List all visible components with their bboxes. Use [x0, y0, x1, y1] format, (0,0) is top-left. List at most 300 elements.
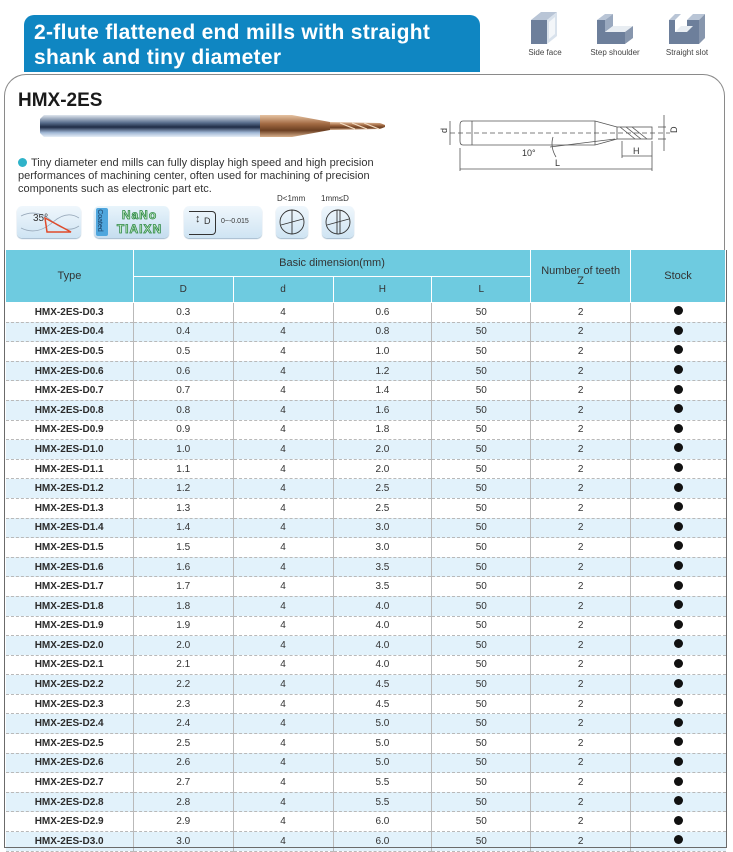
cell-d: 4: [233, 420, 333, 440]
cell-D: 0.5: [133, 342, 233, 362]
header-H: H: [333, 277, 432, 303]
coating-badge: [94, 206, 169, 238]
coating-name-line1: NaNo: [121, 208, 158, 222]
cell-Z: 2: [531, 734, 631, 754]
cell-H: 4.5: [333, 675, 432, 695]
in-stock-icon: [674, 796, 683, 805]
small-diameter-badge: [276, 206, 308, 238]
cell-type: HMX-2ES-D0.6: [6, 361, 134, 381]
coating-name-line2: TIAIXN: [116, 222, 163, 236]
cell-H: 6.0: [333, 832, 432, 852]
large-diameter-caption: 1mm≤D: [321, 194, 349, 203]
cell-D: 1.8: [133, 596, 233, 616]
cell-D: 0.8: [133, 400, 233, 420]
large-diameter-badge: [322, 206, 354, 238]
cell-d: 4: [233, 792, 333, 812]
cell-type: HMX-2ES-D1.6: [6, 557, 134, 577]
helix-angle-badge: [17, 206, 81, 238]
cell-d: 4: [233, 498, 333, 518]
cell-type: HMX-2ES-D1.7: [6, 577, 134, 597]
cell-H: 4.0: [333, 655, 432, 675]
cell-L: 50: [432, 322, 531, 342]
table-row: [6, 714, 726, 734]
cell-L: 50: [432, 342, 531, 362]
in-stock-icon: [674, 835, 683, 844]
cell-D: 2.5: [133, 734, 233, 754]
cell-d: 4: [233, 655, 333, 675]
cell-d: 4: [233, 596, 333, 616]
cell-H: 1.0: [333, 342, 432, 362]
cell-D: 0.9: [133, 420, 233, 440]
small-diameter-caption: D<1mm: [277, 194, 306, 203]
in-stock-icon: [674, 385, 683, 394]
cell-stock: [631, 675, 726, 695]
operation-label: Step shoulder: [590, 48, 640, 57]
in-stock-icon: [674, 502, 683, 511]
cell-Z: 2: [531, 557, 631, 577]
cell-D: 1.3: [133, 498, 233, 518]
model-name: HMX-2ES: [18, 90, 103, 111]
cross-section-small-icon: [276, 206, 308, 238]
cell-H: 3.5: [333, 557, 432, 577]
table-row: [6, 322, 726, 342]
spec-table-body: [6, 303, 726, 852]
in-stock-icon: [674, 816, 683, 825]
cell-L: 50: [432, 440, 531, 460]
cell-D: 2.1: [133, 655, 233, 675]
cell-H: 3.0: [333, 518, 432, 538]
cell-D: 1.1: [133, 459, 233, 479]
operation-label: Straight slot: [665, 48, 709, 57]
operation-straight-slot: [654, 10, 720, 57]
cell-stock: [631, 518, 726, 538]
cell-Z: 2: [531, 440, 631, 460]
table-row: [6, 734, 726, 754]
cell-Z: 2: [531, 420, 631, 440]
cell-H: 5.0: [333, 734, 432, 754]
in-stock-icon: [674, 522, 683, 531]
end-mill-photo: [40, 113, 390, 139]
table-row: [6, 479, 726, 499]
cell-H: 0.8: [333, 322, 432, 342]
cell-H: 2.0: [333, 459, 432, 479]
header-L: L: [432, 277, 531, 303]
cell-d: 4: [233, 538, 333, 558]
cell-D: 2.7: [133, 773, 233, 793]
cell-H: 5.0: [333, 753, 432, 773]
cell-type: HMX-2ES-D1.5: [6, 538, 134, 558]
cell-stock: [631, 342, 726, 362]
in-stock-icon: [674, 424, 683, 433]
in-stock-icon: [674, 718, 683, 727]
cell-D: 2.9: [133, 812, 233, 832]
in-stock-icon: [674, 365, 683, 374]
cell-H: 4.0: [333, 616, 432, 636]
cell-type: HMX-2ES-D1.1: [6, 459, 134, 479]
cell-d: 4: [233, 342, 333, 362]
cell-L: 50: [432, 596, 531, 616]
cell-L: 50: [432, 734, 531, 754]
helix-angle-value: 35°: [33, 213, 49, 224]
cell-Z: 2: [531, 596, 631, 616]
cell-Z: 2: [531, 400, 631, 420]
cell-d: 4: [233, 734, 333, 754]
cell-stock: [631, 812, 726, 832]
cell-stock: [631, 714, 726, 734]
cell-Z: 2: [531, 342, 631, 362]
cell-Z: 2: [531, 714, 631, 734]
table-row: [6, 342, 726, 362]
tolerance-value: 0~-0.015: [221, 218, 249, 225]
cell-stock: [631, 577, 726, 597]
cell-Z: 2: [531, 832, 631, 852]
cell-d: 4: [233, 753, 333, 773]
cell-L: 50: [432, 636, 531, 656]
cell-L: 50: [432, 498, 531, 518]
cell-L: 50: [432, 538, 531, 558]
cell-stock: [631, 773, 726, 793]
cell-Z: 2: [531, 675, 631, 695]
cell-type: HMX-2ES-D2.2: [6, 675, 134, 695]
cell-H: 6.0: [333, 812, 432, 832]
cell-D: 1.6: [133, 557, 233, 577]
cell-L: 50: [432, 616, 531, 636]
tolerance-bracket: [189, 211, 216, 235]
in-stock-icon: [674, 483, 683, 492]
table-row: [6, 675, 726, 695]
cell-D: 0.3: [133, 303, 233, 323]
cell-L: 50: [432, 792, 531, 812]
cell-d: 4: [233, 361, 333, 381]
cell-stock: [631, 361, 726, 381]
table-row: [6, 773, 726, 793]
in-stock-icon: [674, 561, 683, 570]
cell-stock: [631, 498, 726, 518]
cell-Z: 2: [531, 694, 631, 714]
cell-L: 50: [432, 381, 531, 401]
cell-Z: 2: [531, 636, 631, 656]
cross-section-large-icon: [322, 206, 354, 238]
cell-Z: 2: [531, 616, 631, 636]
cell-Z: 2: [531, 322, 631, 342]
table-row: [6, 596, 726, 616]
cell-Z: 2: [531, 655, 631, 675]
cell-D: 2.8: [133, 792, 233, 812]
cell-d: 4: [233, 440, 333, 460]
table-row: [6, 655, 726, 675]
cell-D: 0.7: [133, 381, 233, 401]
cell-L: 50: [432, 812, 531, 832]
cell-type: HMX-2ES-D2.4: [6, 714, 134, 734]
table-row: [6, 792, 726, 812]
cell-stock: [631, 322, 726, 342]
cell-type: HMX-2ES-D0.3: [6, 303, 134, 323]
table-row: [6, 832, 726, 852]
in-stock-icon: [674, 620, 683, 629]
header-stock: Stock: [631, 250, 726, 303]
cell-Z: 2: [531, 361, 631, 381]
tolerance-label: D: [204, 216, 211, 226]
cell-stock: [631, 381, 726, 401]
cell-type: HMX-2ES-D2.1: [6, 655, 134, 675]
cell-stock: [631, 303, 726, 323]
cell-stock: [631, 734, 726, 754]
cell-type: HMX-2ES-D0.4: [6, 322, 134, 342]
cell-type: HMX-2ES-D2.0: [6, 636, 134, 656]
table-row: [6, 538, 726, 558]
cell-Z: 2: [531, 479, 631, 499]
cell-L: 50: [432, 577, 531, 597]
tolerance-arrow-icon: ↕: [195, 213, 201, 225]
cell-L: 50: [432, 832, 531, 852]
cell-type: HMX-2ES-D2.3: [6, 694, 134, 714]
table-row: [6, 361, 726, 381]
cell-L: 50: [432, 518, 531, 538]
cell-H: 2.5: [333, 479, 432, 499]
table-row: [6, 636, 726, 656]
cell-D: 0.6: [133, 361, 233, 381]
cell-D: 2.3: [133, 694, 233, 714]
cell-type: HMX-2ES-D0.5: [6, 342, 134, 362]
cell-type: HMX-2ES-D2.6: [6, 753, 134, 773]
cell-type: HMX-2ES-D1.2: [6, 479, 134, 499]
cell-D: 2.2: [133, 675, 233, 695]
cell-stock: [631, 616, 726, 636]
table-row: [6, 440, 726, 460]
cell-type: HMX-2ES-D1.0: [6, 440, 134, 460]
cell-d: 4: [233, 557, 333, 577]
in-stock-icon: [674, 757, 683, 766]
cell-D: 1.0: [133, 440, 233, 460]
coated-tag: [96, 208, 108, 236]
drawing-label-L: L: [555, 158, 561, 168]
cell-H: 2.5: [333, 498, 432, 518]
cell-L: 50: [432, 361, 531, 381]
cell-L: 50: [432, 303, 531, 323]
cell-type: HMX-2ES-D1.8: [6, 596, 134, 616]
table-row: [6, 381, 726, 401]
cell-stock: [631, 400, 726, 420]
tolerance-badge: [184, 206, 262, 238]
cell-D: 2.6: [133, 753, 233, 773]
cell-stock: [631, 832, 726, 852]
cell-type: HMX-2ES-D2.9: [6, 812, 134, 832]
cell-H: 1.6: [333, 400, 432, 420]
table-row: [6, 616, 726, 636]
cell-d: 4: [233, 577, 333, 597]
cell-H: 5.5: [333, 773, 432, 793]
table-row: [6, 420, 726, 440]
cell-Z: 2: [531, 773, 631, 793]
cell-stock: [631, 655, 726, 675]
cell-L: 50: [432, 420, 531, 440]
side-face-icon: [527, 10, 563, 46]
cell-H: 3.5: [333, 577, 432, 597]
cell-stock: [631, 459, 726, 479]
cell-Z: 2: [531, 753, 631, 773]
title-banner: [24, 15, 480, 72]
cell-stock: [631, 792, 726, 812]
in-stock-icon: [674, 443, 683, 452]
table-row: [6, 459, 726, 479]
cell-stock: [631, 557, 726, 577]
cell-Z: 2: [531, 303, 631, 323]
cell-type: HMX-2ES-D2.7: [6, 773, 134, 793]
cell-stock: [631, 753, 726, 773]
dimension-drawing: [430, 103, 680, 178]
drawing-label-d: d: [439, 127, 449, 133]
header-D: D: [133, 277, 233, 303]
cell-d: 4: [233, 459, 333, 479]
cell-H: 2.0: [333, 440, 432, 460]
cell-H: 0.6: [333, 303, 432, 323]
straight-slot-icon: [667, 10, 707, 46]
table-row: [6, 498, 726, 518]
cell-Z: 2: [531, 577, 631, 597]
cell-d: 4: [233, 675, 333, 695]
cell-L: 50: [432, 400, 531, 420]
description-text: Tiny diameter end mills can fully display high speed and high precision performances of machining center, often used for machining of precision components such as electronic part etc.: [18, 157, 374, 195]
table-row: [6, 518, 726, 538]
in-stock-icon: [674, 463, 683, 472]
spec-table: [5, 250, 726, 852]
header-number-of-teeth: [531, 250, 631, 303]
cell-d: 4: [233, 616, 333, 636]
cell-D: 1.9: [133, 616, 233, 636]
cell-d: 4: [233, 636, 333, 656]
cell-d: 4: [233, 322, 333, 342]
cell-type: HMX-2ES-D1.4: [6, 518, 134, 538]
header-basic-dimension: Basic dimension(mm): [133, 250, 530, 277]
drawing-label-angle: 10°: [522, 148, 536, 158]
in-stock-icon: [674, 600, 683, 609]
header-type: Type: [6, 250, 134, 303]
cell-D: 1.4: [133, 518, 233, 538]
cell-Z: 2: [531, 498, 631, 518]
cell-D: 2.0: [133, 636, 233, 656]
in-stock-icon: [674, 345, 683, 354]
cell-L: 50: [432, 479, 531, 499]
cell-H: 4.0: [333, 596, 432, 616]
cell-D: 1.7: [133, 577, 233, 597]
cell-stock: [631, 479, 726, 499]
cell-type: HMX-2ES-D1.3: [6, 498, 134, 518]
cell-H: 1.4: [333, 381, 432, 401]
table-row: [6, 557, 726, 577]
drawing-label-D: D: [669, 126, 679, 133]
drawing-label-H: H: [633, 146, 640, 156]
table-row: [6, 303, 726, 323]
in-stock-icon: [674, 679, 683, 688]
in-stock-icon: [674, 777, 683, 786]
in-stock-icon: [674, 541, 683, 550]
cell-L: 50: [432, 714, 531, 734]
cell-stock: [631, 636, 726, 656]
cell-d: 4: [233, 479, 333, 499]
in-stock-icon: [674, 737, 683, 746]
cell-d: 4: [233, 714, 333, 734]
cell-Z: 2: [531, 538, 631, 558]
cell-L: 50: [432, 675, 531, 695]
in-stock-icon: [674, 659, 683, 668]
in-stock-icon: [674, 698, 683, 707]
table-row: [6, 577, 726, 597]
cell-d: 4: [233, 694, 333, 714]
table-row: [6, 694, 726, 714]
in-stock-icon: [674, 326, 683, 335]
cell-L: 50: [432, 753, 531, 773]
cell-d: 4: [233, 518, 333, 538]
operation-step-shoulder: [582, 10, 648, 57]
page-title: 2-flute flattened end mills with straight shank and tiny diameter: [34, 21, 431, 69]
cell-D: 3.0: [133, 832, 233, 852]
operation-label: Side face: [528, 48, 562, 57]
helix-angle-icon: [17, 206, 81, 238]
cell-L: 50: [432, 459, 531, 479]
cell-Z: 2: [531, 459, 631, 479]
cell-H: 5.0: [333, 714, 432, 734]
cell-H: 1.2: [333, 361, 432, 381]
cell-H: 5.5: [333, 792, 432, 812]
description: [18, 157, 418, 196]
operation-types: [512, 10, 727, 68]
header-teeth-line2: Z: [577, 275, 584, 287]
cell-type: HMX-2ES-D0.9: [6, 420, 134, 440]
cell-stock: [631, 440, 726, 460]
header-d: d: [233, 277, 333, 303]
cell-type: HMX-2ES-D2.8: [6, 792, 134, 812]
step-shoulder-icon: [595, 10, 635, 46]
cell-d: 4: [233, 303, 333, 323]
cell-d: 4: [233, 400, 333, 420]
cell-type: HMX-2ES-D3.0: [6, 832, 134, 852]
cell-D: 2.4: [133, 714, 233, 734]
cell-Z: 2: [531, 381, 631, 401]
cell-type: HMX-2ES-D1.9: [6, 616, 134, 636]
cell-D: 1.5: [133, 538, 233, 558]
cell-d: 4: [233, 832, 333, 852]
cell-L: 50: [432, 694, 531, 714]
cell-L: 50: [432, 557, 531, 577]
in-stock-icon: [674, 404, 683, 413]
cell-L: 50: [432, 655, 531, 675]
cell-H: 4.0: [333, 636, 432, 656]
table-row: [6, 753, 726, 773]
cell-d: 4: [233, 812, 333, 832]
cell-H: 1.8: [333, 420, 432, 440]
cell-stock: [631, 694, 726, 714]
cell-stock: [631, 538, 726, 558]
in-stock-icon: [674, 639, 683, 648]
cell-Z: 2: [531, 792, 631, 812]
cell-stock: [631, 596, 726, 616]
table-row: [6, 400, 726, 420]
cell-Z: 2: [531, 812, 631, 832]
cell-stock: [631, 420, 726, 440]
coated-tag-text: Coated: [95, 209, 103, 232]
cell-d: 4: [233, 381, 333, 401]
cell-type: HMX-2ES-D0.8: [6, 400, 134, 420]
cell-L: 50: [432, 773, 531, 793]
cell-D: 0.4: [133, 322, 233, 342]
in-stock-icon: [674, 581, 683, 590]
cell-type: HMX-2ES-D2.5: [6, 734, 134, 754]
cell-H: 3.0: [333, 538, 432, 558]
cell-H: 4.5: [333, 694, 432, 714]
header-teeth-line1: Number of teeth: [541, 265, 621, 277]
table-row: [6, 812, 726, 832]
in-stock-icon: [674, 306, 683, 315]
